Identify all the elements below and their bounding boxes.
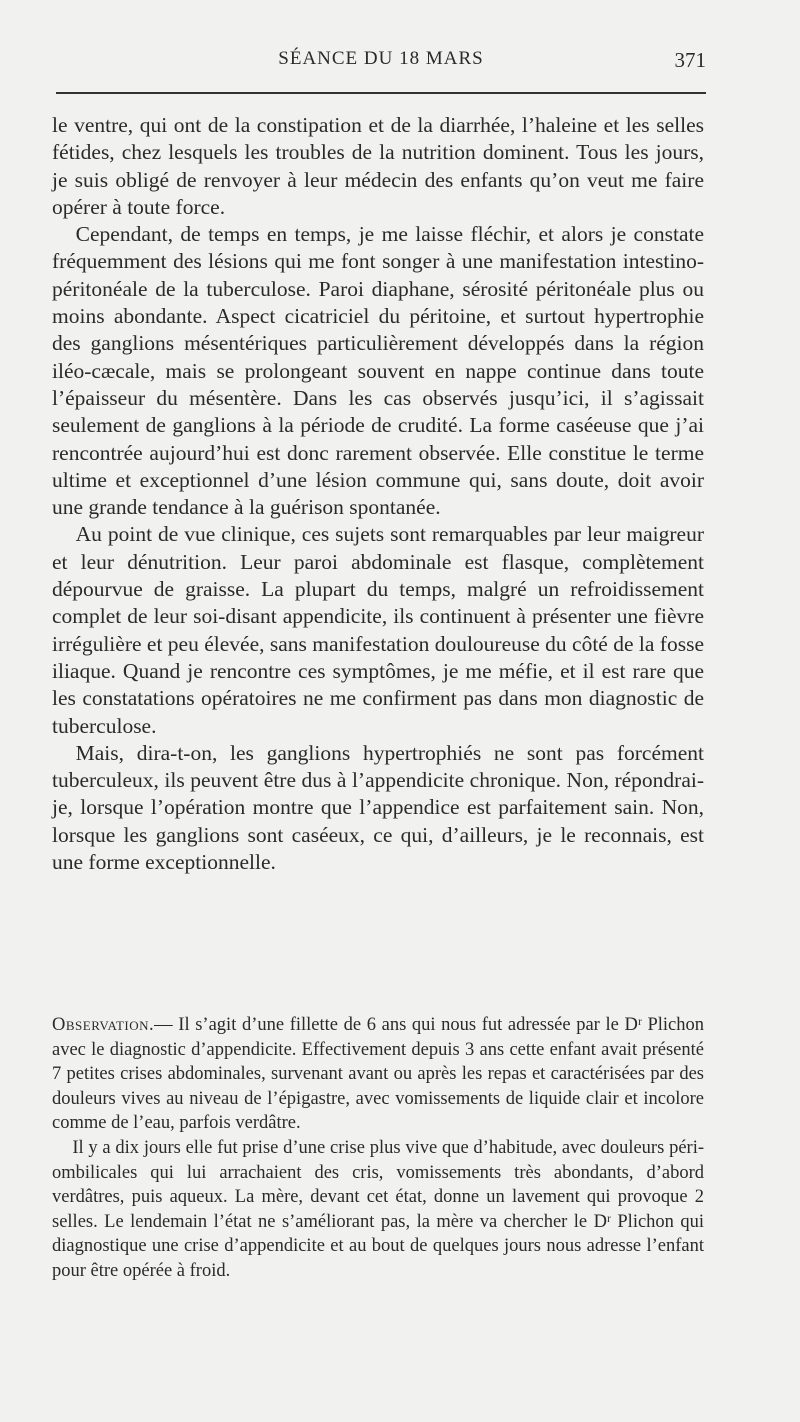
observation-paragraph <box>52 1013 704 1136</box>
main-text <box>52 112 704 876</box>
observation-text: — Il s’agit d’une fillette de 6 ans qui nous fut adressée par le Dʳ Plichon avec le diagnostic d’appendicite. Effectivement depuis 3 ans cette enfant avait présenté 7 petites crises abdominales, survenant avant ou après les repas et caractérisées par des douleurs vives au niveau de l’épigastre, avec vomissements de liquide clair et incolore comme de l’eau, parfois verdâtre. <box>52 1015 704 1134</box>
paragraph: le ventre, qui ont de la constipation et de la diarrhée, l’haleine et les selles fétides, chez lesquels les troubles de la nutrition dominent. Tous les jours, je suis obligé de renvoyer à leur médecin des enfants qu’on veut me faire opérer à toute force. <box>52 113 704 219</box>
paragraph: Au point de vue clinique, ces sujets sont remarquables par leur maigreur et leur dénutrition. Leur paroi abdominale est flasque, complètement dépourvue de graisse. La plupart du temps, malgré un refroidissement complet de leur soi-disant appendicite, ils continuent à présenter une fièvre irrégulière et peu élevée, sans manifestation douloureuse du côté de la fosse iliaque. Quand je rencontre ces symptômes, je me méfie, et il est rare que les constatations opératoires ne me confirment pas dans mon diagnostic de tuberculose. <box>52 522 704 738</box>
observation-section <box>52 1013 704 1284</box>
running-header <box>56 48 706 78</box>
paragraph: Cependant, de temps en temps, je me laisse fléchir, et alors je constate fréquemment des lésions qui me font songer à une manifestation intestino-péritonéale de la tuberculose. Paroi diaphane, sérosité péritonéale plus ou moins abondante. Aspect cicatriciel du péritoine, et surtout hypertrophie des ganglions mésentériques particulièrement développés dans la région iléo-cæcale, mais se prolongeant souvent en nappe continue dans toute l’épaisseur du mésentère. Dans les cas observés jusqu’ici, il s’agissait seulement de ganglions à la période de crudité. La forme caséeuse que j’ai rencontrée aujourd’hui est donc rarement observée. Elle constitue le terme ultime et exceptionnel d’une lésion commune qui, sans doute, doit avoir une grande tendance à la guérison spontanée. <box>52 222 704 520</box>
observation-label: Observation. <box>52 1015 155 1035</box>
observation-paragraph: Il y a dix jours elle fut prise d’une crise plus vive que d’habitude, avec douleurs péri-ombilicales qui lui arrachaient des cris, vomissements très abondants, d’abord verdâtres, puis aqueux. La mère, devant cet état, donne un lavement qui provoque 2 selles. Le lendemain l’état ne s’améliorant pas, la mère va chercher le Dʳ Plichon qui diagnostique une crise d’appendicite et au bout de quelques jours nous adresse l’enfant pour être opérée à froid. <box>52 1137 704 1281</box>
paragraph: Mais, dira-t-on, les ganglions hypertrophiés ne sont pas forcément tuberculeux, ils peuvent être dus à l’appendicite chronique. Non, répondrai-je, lorsque l’opération montre que l’appendice est parfaitement sain. Non, lorsque les ganglions sont caséeux, ce qui, d’ailleurs, je le reconnais, est une forme exceptionnelle. <box>52 740 704 875</box>
header-rule <box>56 92 706 94</box>
page-number: 371 <box>674 48 706 72</box>
running-title: SÉANCE DU 18 MARS <box>278 48 484 69</box>
